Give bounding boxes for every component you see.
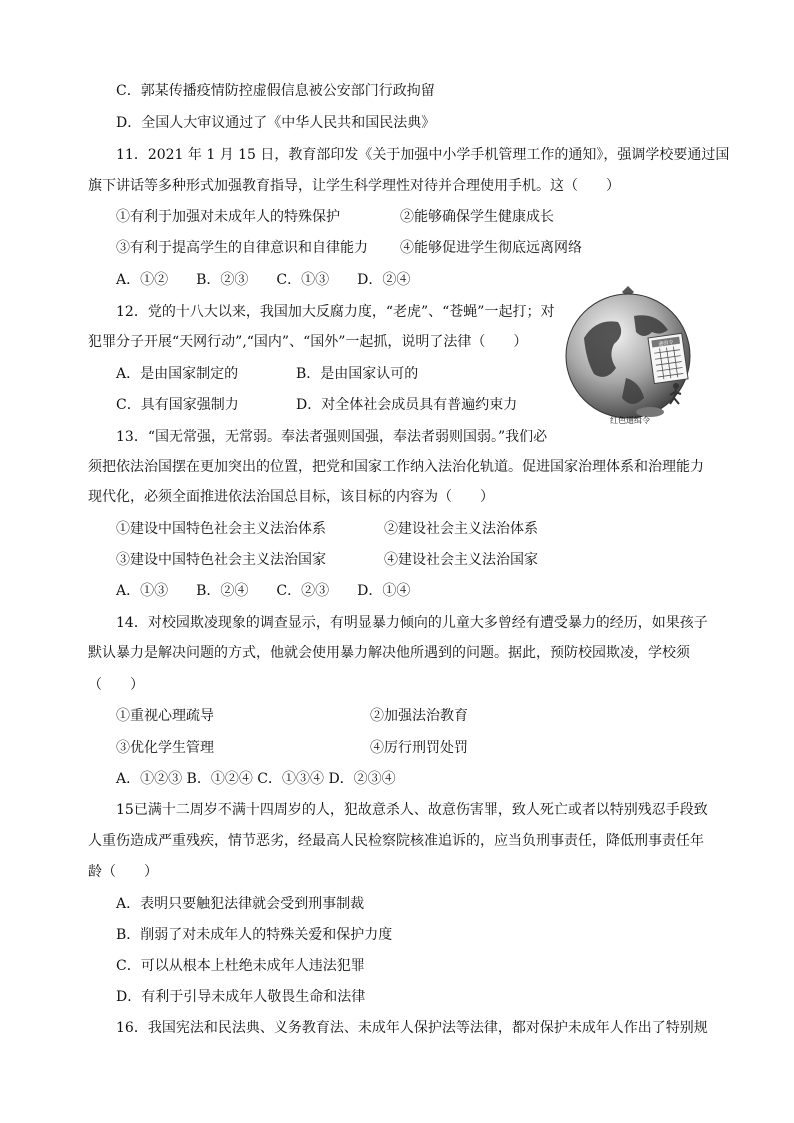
q13-item-2: ②建设社会主义法治体系	[384, 521, 538, 537]
q15-option-d: D．有利于引导未成年人敬畏生命和法律	[116, 989, 366, 1005]
q15-option-b: B．削弱了对未成年人的特殊关爱和保护力度	[116, 927, 393, 943]
q11-item-1: ①有利于加强对未成年人的特殊保护	[116, 209, 340, 225]
q14-stem-line1: 14．对校园欺凌现象的调查显示，有明显暴力倾向的儿童大多曾经有遭受暴力的经历，如果孩子	[116, 615, 708, 631]
q14-item-2: ②加强法治教育	[370, 708, 468, 724]
q15-stem-line2: 人重伤造成严重残疾，情节恶劣，经最高人民检察院核准追诉的，应当负刑事责任，降低刑事责任年	[88, 833, 704, 849]
q13-stem-line1: 13．“国无常强，无常弱。奉法者强则国强，奉法者弱则国弱。”我们必	[116, 429, 548, 445]
q16-stem-line1: 16．我国宪法和民法典、义务教育法、未成年人保护法等法律，都对保护未成年人作出了特别规	[116, 1020, 708, 1036]
q13-item-4: ④建设社会主义法治国家	[384, 552, 538, 568]
q14-item-1: ①重视心理疏导	[116, 708, 214, 724]
q14-stem-line3: （ ）	[88, 677, 144, 693]
q15-stem-line1: 15已满十二周岁不满十四周岁的人，犯故意杀人、故意伤害罪，致人死亡或者以特别残忍手段致	[116, 802, 708, 818]
q13-choices: A．①③ B．②④ C．②③ D．①④	[116, 583, 411, 599]
q12-option-d: D．对全体社会成员具有普遍约束力	[296, 397, 518, 413]
q14-item-3: ③优化学生管理	[116, 740, 214, 756]
q11-item-3: ③有利于提高学生的自律意识和自律能力	[116, 240, 368, 256]
q11-item-4: ④能够促进学生彻底远离网络	[400, 240, 582, 256]
q12-option-a: A．是由国家制定的	[116, 366, 239, 382]
q10-option-d: D．全国人大审议通过了《中华人民共和国民法典》	[116, 115, 436, 131]
q11-choices: A．①② B．②③ C．①③ D．②④	[116, 272, 411, 288]
q14-stem-line2: 默认暴力是解决问题的方式，他就会使用暴力解决他所遇到的问题。据此，预防校园欺凌，学校须	[88, 645, 690, 661]
q15-stem-line3: 龄（ ）	[88, 864, 158, 880]
red-notice-globe-illustration	[556, 286, 704, 434]
q13-item-3: ③建设中国特色社会主义法治国家	[116, 552, 326, 568]
q13-stem-line3: 现代化，必须全面推进依法治国总目标，该目标的内容为（ ）	[88, 489, 494, 505]
figure-caption: 红色通缉令	[610, 416, 650, 425]
q15-option-c: C．可以从根本上杜绝未成年人违法犯罪	[116, 958, 365, 974]
q11-stem-line1: 11．2021 年 1 月 15 日，教育部印发《关于加强中小学手机管理工作的通知》，强调学校要通过国	[116, 147, 730, 163]
q12-option-c: C．具有国家强制力	[116, 397, 239, 413]
q14-item-4: ④厉行刑罚处罚	[370, 740, 468, 756]
q12-option-b: B．是由国家认可的	[296, 366, 419, 382]
q12-stem-line1: 12．党的十八大以来，我国加大反腐力度，“老虎”、“苍蝇”一起打；对	[116, 304, 555, 320]
q12-stem-line2: 犯罪分子开展“天网行动”,“国内”、“国外”一起抓，说明了法律（ ）	[88, 334, 528, 350]
q15-option-a: A．表明只要触犯法律就会受到刑事制裁	[116, 896, 365, 912]
q13-stem-line2: 须把依法治国摆在更加突出的位置，把党和国家工作纳入法治化轨道。促进国家治理体系和治理能力	[88, 459, 704, 475]
q10-option-c: C．郭某传播疫情防控虚假信息被公安部门行政拘留	[116, 83, 435, 99]
q11-stem-line2: 旗下讲话等多种形式加强教育指导，让学生科学理性对待并合理使用手机。这（ ）	[88, 178, 620, 194]
q13-item-1: ①建设中国特色社会主义法治体系	[116, 521, 326, 537]
notice-card-title: 通缉令	[658, 339, 674, 348]
q14-choices: A．①②③ B．①②④ C．①③④ D．②③④	[116, 771, 396, 787]
q11-item-2: ②能够确保学生健康成长	[400, 209, 554, 225]
